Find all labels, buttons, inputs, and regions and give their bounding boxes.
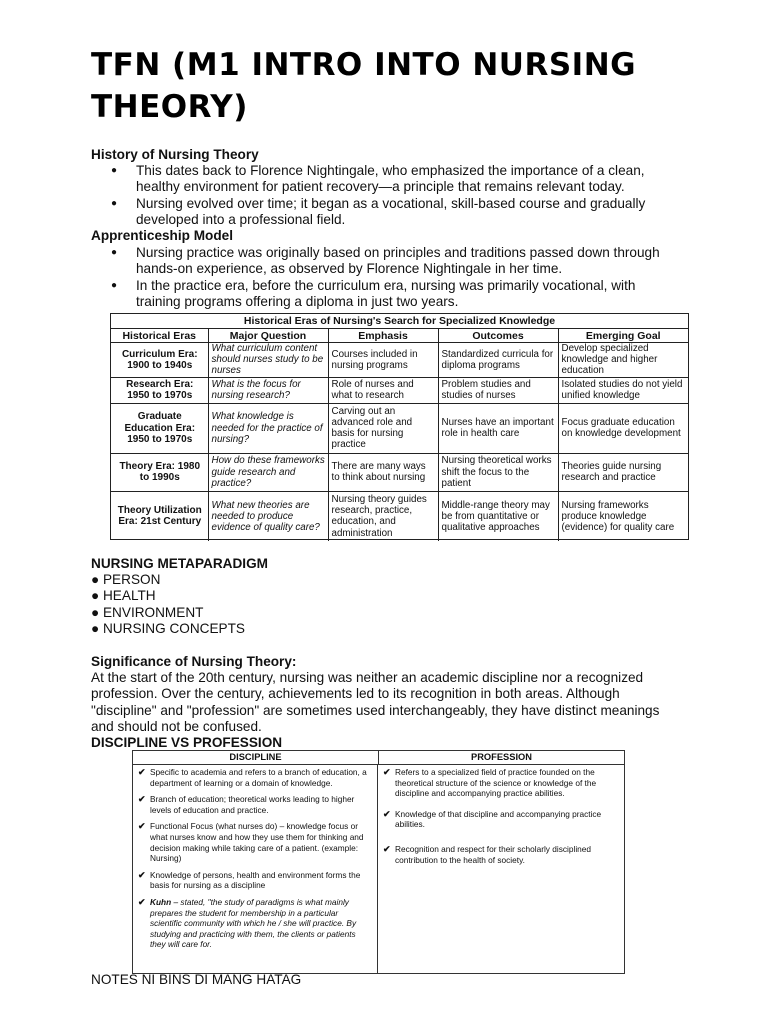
- era-cell: Research Era: 1950 to 1970s: [111, 377, 208, 403]
- era-cell: Graduate Education Era: 1950 to 1970s: [111, 403, 208, 453]
- apprenticeship-heading: Apprenticeship Model: [91, 228, 233, 243]
- kuhn-name: Kuhn: [150, 896, 172, 907]
- question-cell: What new theories are needed to produce evidence of quality care?: [208, 491, 328, 541]
- question-cell: How do these frameworks guide research and practice?: [208, 453, 328, 491]
- metaparadigm-heading: NURSING METAPARADIGM: [91, 556, 268, 571]
- table-row: [111, 343, 688, 378]
- eras-table-caption: Historical Eras of Nursing's Search for Specialized Knowledge: [111, 314, 688, 329]
- column-header: Emerging Goal: [558, 329, 688, 343]
- table-row: [111, 453, 688, 491]
- emphasis-cell: There are many ways to think about nursing: [328, 453, 438, 491]
- list-item: ✔ Knowledge of persons, health and environment forms the basis for nursing as a discipline: [138, 869, 361, 891]
- significance-heading: Significance of Nursing Theory:: [91, 654, 297, 669]
- list-item: ● Nursing practice was originally based on principles and traditions passed down through hands-on experience, as observed by Florence Nightingale in her time.: [111, 245, 681, 278]
- list-item: ● PERSON: [91, 572, 161, 587]
- outcomes-cell: Nurses have an important role in health care: [438, 403, 558, 453]
- era-cell: Theory Era: 1980 to 1990s: [111, 453, 208, 491]
- list-item: ● ENVIRONMENT: [91, 604, 204, 620]
- goal-cell: Nursing frameworks produce knowledge (evidence) for quality care: [558, 491, 688, 541]
- table-row: [111, 403, 688, 453]
- emphasis-cell: Role of nurses and what to research: [328, 377, 438, 403]
- table-header-row: [111, 329, 688, 343]
- check-icon: ✔: [383, 843, 391, 854]
- check-icon: ✔: [138, 896, 146, 907]
- check-icon: ✔: [138, 869, 146, 880]
- emphasis-cell: Nursing theory guides research, practice, education, and administration: [328, 491, 438, 541]
- list-item: ● HEALTH: [91, 588, 156, 604]
- list-item: ● Nursing evolved over time; it began as a vocational, skill-based course and gradually developed into a professional field.: [111, 196, 681, 229]
- emphasis-cell: Carving out an advanced role and basis for nursing practice: [328, 403, 438, 453]
- history-list: [111, 163, 681, 228]
- goal-cell: Isolated studies do not yield unified knowledge: [558, 377, 688, 403]
- eras-table: [110, 313, 689, 540]
- era-cell: Theory Utilization Era: 21st Century: [111, 491, 208, 541]
- emphasis-cell: Courses included in nursing programs: [328, 343, 438, 378]
- list-item: ✔ Branch of education; theoretical works leading to higher levels of education and practice.: [138, 794, 355, 815]
- outcomes-cell: Problem studies and studies of nurses: [438, 377, 558, 403]
- discipline-column: [133, 765, 378, 973]
- era-cell: Curriculum Era: 1900 to 1940s: [111, 343, 208, 378]
- list-item: [138, 897, 371, 950]
- list-item: ● In the practice era, before the curriculum era, nursing was primarily vocational, with training programs offering a diploma in just two years.: [111, 278, 681, 311]
- list-item: ✔ Specific to academia and refers to a branch of education, a department of learning or a domain of knowledge.: [138, 767, 367, 788]
- significance-paragraph: At the start of the 20th century, nursing was neither an academic discipline nor a recognized profession. Over the century, achievements led to its recognition in both areas. Although "discipline" and "profession" are sometimes used interchangeably, they have distinct meanings and should not be confused.: [91, 670, 660, 734]
- list-item: ● This dates back to Florence Nightingale, who emphasized the importance of a clean, healthy environment for patient recovery—a principle that remains relevant today.: [111, 163, 681, 196]
- table-row: [111, 491, 688, 541]
- list-item: ✔ Refers to a specialized field of practice founded on the theoretical structure of the science or knowledge of the discipline and accompanying practice abilities.: [383, 767, 597, 799]
- kuhn-quote: – stated, "the study of paradigms is what mainly prepares the student for membership in a particular scientific community with which he / she will practice. By studying and practicing with them, the clients or patients they will care for.: [150, 896, 357, 950]
- apprenticeship-list: [111, 245, 681, 310]
- column-header: Major Question: [208, 329, 328, 343]
- outcomes-cell: Nursing theoretical works shift the focus to the patient: [438, 453, 558, 491]
- discipline-header: DISCIPLINE: [133, 751, 379, 764]
- discipline-profession-table: [132, 750, 625, 974]
- profession-header: PROFESSION: [471, 752, 532, 762]
- metaparadigm-list: [91, 572, 245, 637]
- list-item: ● NURSING CONCEPTS: [91, 620, 245, 636]
- outcomes-cell: Standardized curricula for diploma programs: [438, 343, 558, 378]
- column-header: Emphasis: [328, 329, 438, 343]
- list-item: ✔ Knowledge of that discipline and accompanying practice abilities.: [383, 808, 602, 830]
- notes-text: NOTES NI BINS DI MANG HATAG: [91, 971, 302, 987]
- check-icon: ✔: [383, 767, 391, 777]
- column-header: Historical Eras: [111, 329, 208, 343]
- check-icon: ✔: [138, 794, 146, 805]
- dvp-heading: DISCIPLINE VS PROFESSION: [91, 735, 283, 750]
- question-cell: What is the focus for nursing research?: [208, 377, 328, 403]
- check-icon: ✔: [138, 821, 146, 832]
- goal-cell: Theories guide nursing research and practice: [558, 453, 688, 491]
- list-item: ✔ Functional Focus (what nurses do) – knowledge focus or what nurses know and how they use them for thinking and decision making while taking care of a patient. (example: Nursing): [138, 821, 364, 864]
- table-row: [111, 377, 688, 403]
- column-header: Outcomes: [438, 329, 558, 343]
- outcomes-cell: Middle-range theory may be from quantitative or qualitative approaches: [438, 491, 558, 541]
- goal-cell: Focus graduate education on knowledge development: [558, 403, 688, 453]
- goal-cell: Develop specialized knowledge and higher education: [558, 343, 688, 378]
- history-heading: History of Nursing Theory: [91, 147, 259, 162]
- question-cell: What curriculum content should nurses study to be nurses: [208, 343, 328, 378]
- check-icon: ✔: [383, 808, 391, 819]
- check-icon: ✔: [138, 767, 146, 777]
- profession-column: [378, 765, 624, 973]
- question-cell: What knowledge is needed for the practice of nursing?: [208, 403, 328, 453]
- page-title: TFN (M1 INTRO INTO NURSING THEORY): [91, 47, 637, 125]
- list-item: ✔ Recognition and respect for their scholarly disciplined contribution to the health of society.: [383, 843, 592, 865]
